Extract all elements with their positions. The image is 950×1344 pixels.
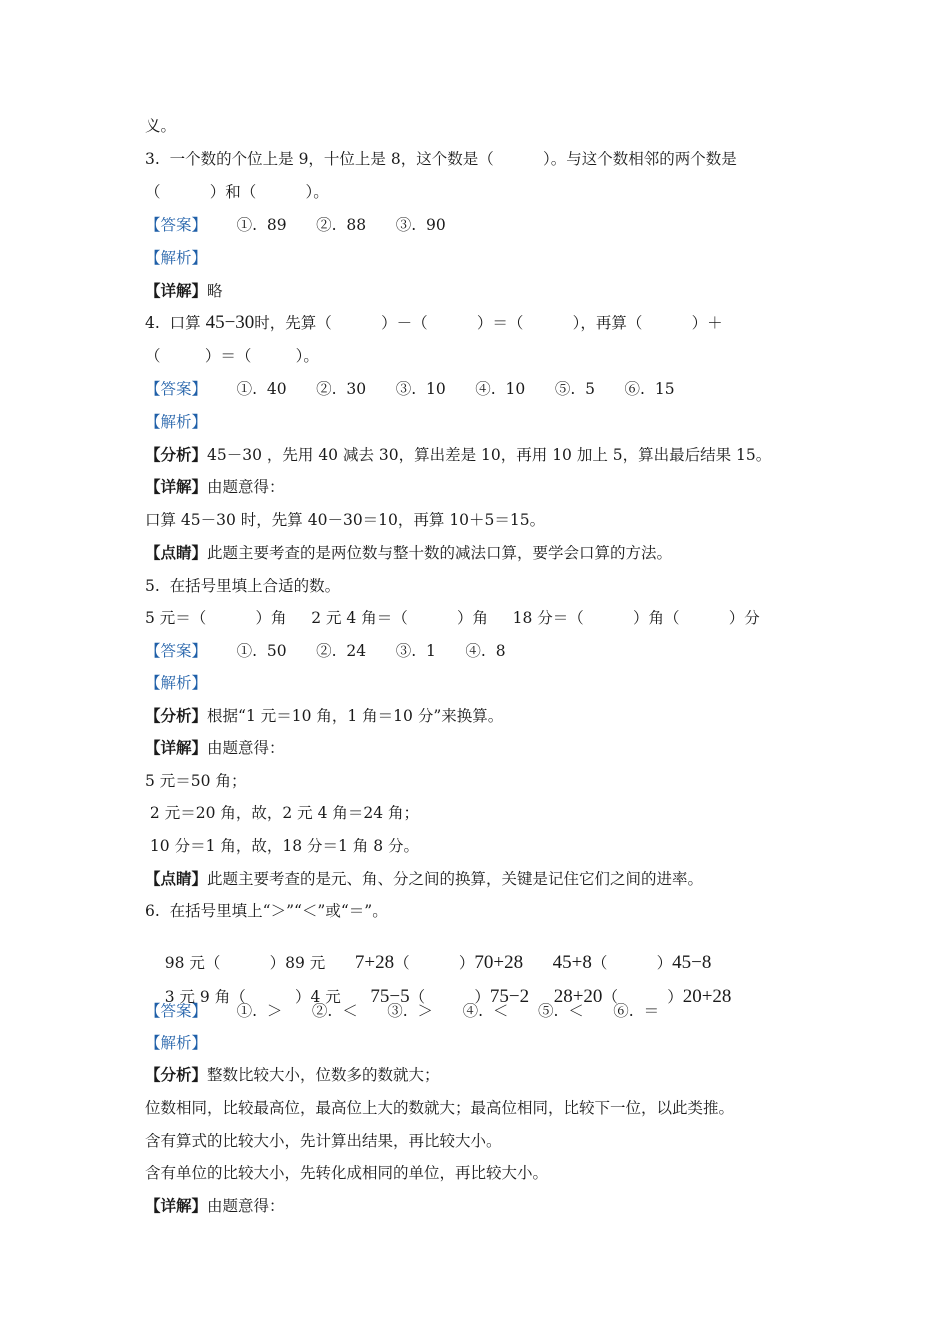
compare-row-2: 3 元 9 角（ ）4 元 75−5（ ）75−2 28+20（ ）20+28 — [164, 986, 732, 1007]
text-line: 2 元＝20 角，故，2 元 4 角＝24 角； — [145, 804, 420, 822]
analysis-tag: 【解析】 — [145, 1034, 208, 1052]
detail-line: 【详解】由题意得： — [145, 477, 285, 496]
analysis-line: 【分析】45－30 ，先用 40 减去 30，算出差是 10，再用 10 加上 5，算出最后结果 15。 — [145, 445, 772, 464]
text-line: 10 分＝1 角，故，18 分＝1 角 8 分。 — [145, 837, 420, 855]
answer-line: 【答案】 ①. 40 ②. 30 ③. 10 ④. 10 ⑤. 5 ⑥. 15 — [145, 380, 675, 398]
analysis-line: 【分析】根据“1 元＝10 角，1 角＝10 分”来换算。 — [145, 706, 504, 725]
text-line: 5 元＝50 角； — [145, 772, 247, 790]
text-line: 含有算式的比较大小，先计算出结果，再比较大小。 — [145, 1132, 502, 1150]
text-line: 义。 — [145, 117, 177, 135]
answer-line: 【答案】 ①. 89 ②. 88 ③. 90 — [145, 216, 446, 234]
question-3: 3. 一个数的个位上是 9，十位上是 8，这个数是（ ）。与这个数相邻的两个数是 — [145, 150, 737, 168]
analysis-line: 【分析】整数比较大小，位数多的数就大； — [145, 1065, 440, 1084]
text-line: 含有单位的比较大小，先转化成相同的单位，再比较大小。 — [145, 1164, 549, 1182]
text-line: （ ）＝（ ）。 — [145, 347, 319, 365]
compare-row-1: 98 元（ ）89 元 7+28（ ）70+28 45+8（ ）45−8 — [164, 952, 712, 973]
answer-line: 【答案】 ①. ＞ ②. ＜ ③. ＞ ④. ＜ ⑤. ＜ ⑥. ＝ — [145, 1002, 660, 1020]
text-line: （ ）和（ ）。 — [145, 183, 329, 201]
analysis-tag: 【解析】 — [145, 249, 208, 267]
analysis-tag: 【解析】 — [145, 674, 208, 692]
remark-line: 【点睛】此题主要考查的是元、角、分之间的换算，关键是记住它们之间的进率。 — [145, 869, 704, 888]
question-5: 5. 在括号里填上合适的数。 — [145, 577, 341, 595]
detail-line: 【详解】由题意得： — [145, 1196, 285, 1215]
text-line: 位数相同，比较最高位，最高位上大的数就大；最高位相同，比较下一位，以此类推。 — [145, 1099, 735, 1117]
answer-line: 【答案】 ①. 50 ②. 24 ③. 1 ④. 8 — [145, 642, 506, 660]
analysis-tag: 【解析】 — [145, 413, 208, 431]
text-line: 口算 45－30 时，先算 40－30＝10，再算 10＋5＝15。 — [145, 511, 546, 529]
question-4: 4. 口算 45−30时，先算（ ）－（ ）＝（ ），再算（ ）＋ — [145, 312, 723, 333]
text-line: 5 元＝（ ）角 2 元 4 角＝（ ）角 18 分＝（ ）角（ ）分 — [145, 609, 760, 627]
detail-line: 【详解】略 — [145, 281, 223, 300]
remark-line: 【点睛】此题主要考查的是两位数与整十数的减法口算，要学会口算的方法。 — [145, 543, 673, 562]
detail-line: 【详解】由题意得： — [145, 738, 285, 757]
question-6: 6. 在括号里填上“＞”“＜”或“＝”。 — [145, 902, 388, 920]
